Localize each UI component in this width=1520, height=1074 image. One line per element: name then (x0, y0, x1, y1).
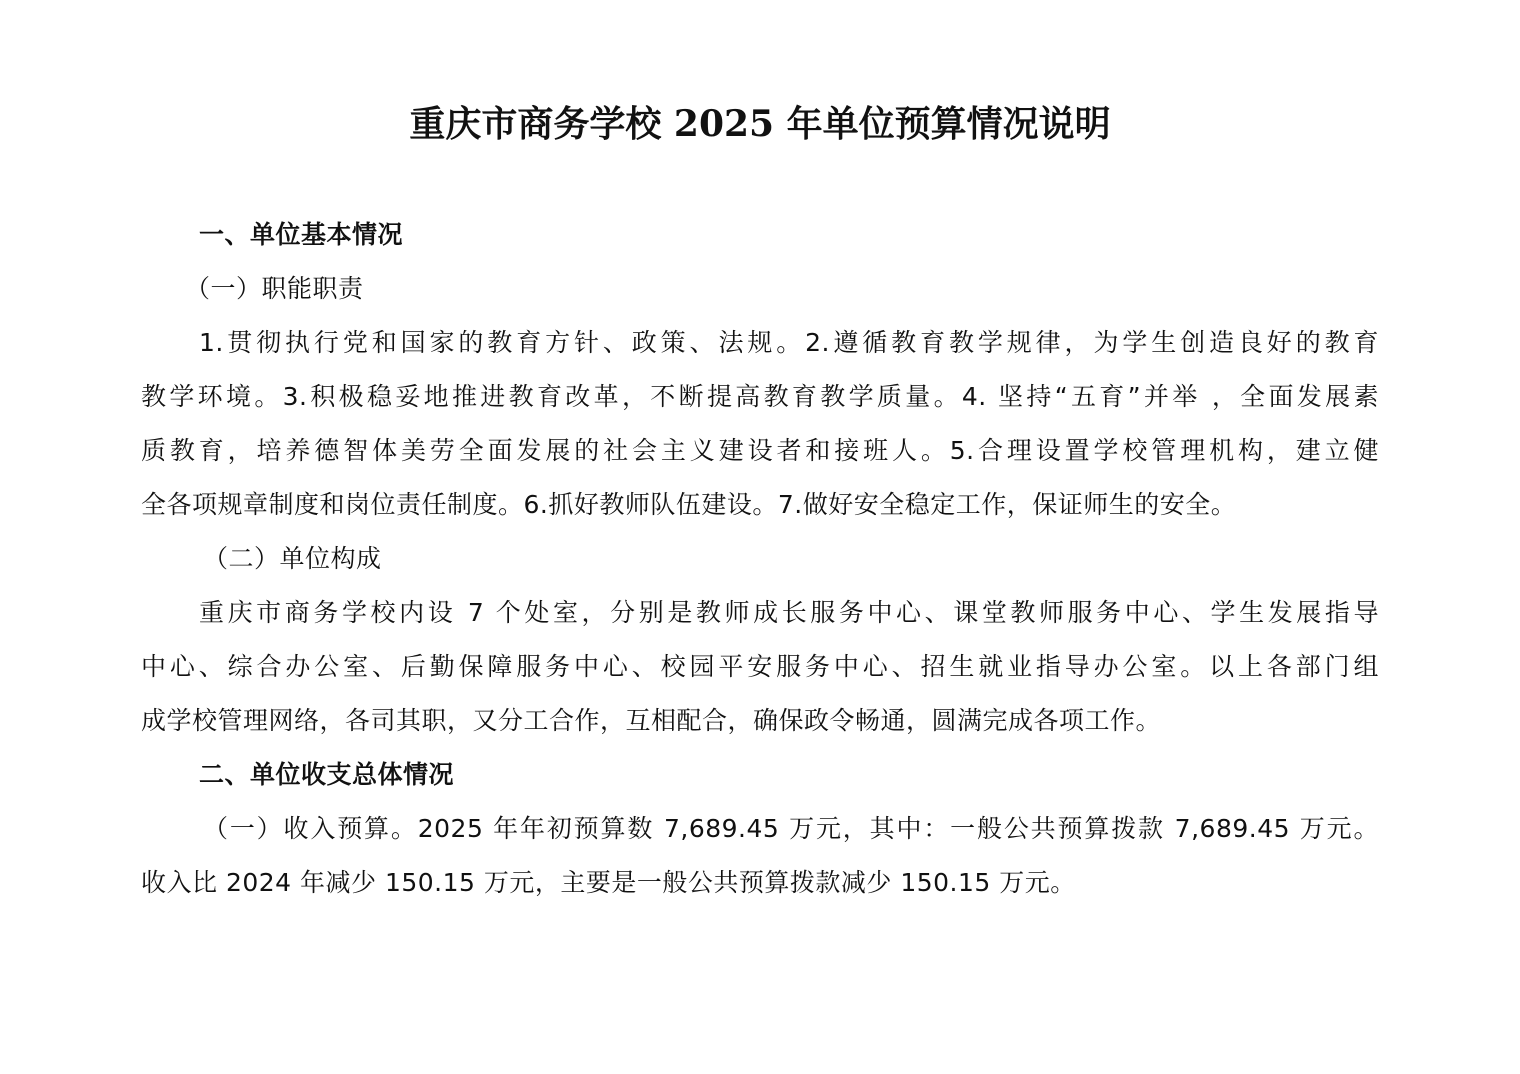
composition-paragraph-line: 成学校管理网络，各司其职，又分工合作，互相配合，确保政令畅通，圆满完成各项工作。 (141, 706, 1162, 735)
duties-paragraph-line: 质教育，培养德智体美劳全面发展的社会主义建设者和接班人。5.合理设置学校管理机构，建立健 (141, 436, 1379, 465)
income-paragraph-line: 收入比 2024 年减少 150.15 万元，主要是一般公共预算拨款减少 150.15 万元。 (141, 868, 1076, 897)
composition-paragraph-line: 重庆市商务学校内设 7 个处室，分别是教师成长服务中心、课堂教师服务中心、学生发展指导 (199, 598, 1379, 627)
income-paragraph-line: （一）收入预算。2025 年年初预算数 7,689.45 万元，其中：一般公共预算拨款 7,689.45 万元。 (203, 814, 1379, 843)
subsection-heading-duties: （一）职能职责 (185, 274, 364, 303)
subsection-heading-composition: （二）单位构成 (203, 544, 382, 573)
duties-paragraph-line: 全各项规章制度和岗位责任制度。6.抓好教师队伍建设。7.做好安全稳定工作，保证师生的安全。 (141, 490, 1237, 519)
duties-paragraph-line: 教学环境。3.积极稳妥地推进教育改革，不断提高教育教学质量。4. 坚持“五育”并举 ，全面发展素 (141, 382, 1379, 411)
section-heading-income-expense: 二、单位收支总体情况 (199, 760, 455, 789)
composition-paragraph-line: 中心、综合办公室、后勤保障服务中心、校园平安服务中心、招生就业指导办公室。以上各部门组 (141, 652, 1379, 681)
document-body (141, 208, 1379, 910)
section-heading-basic-info: 一、单位基本情况 (199, 220, 404, 249)
document-title: 重庆市商务学校 2025 年单位预算情况说明 (409, 103, 1111, 145)
duties-paragraph-line: 1.贯彻执行党和国家的教育方针、政策、法规。2.遵循教育教学规律，为学生创造良好的教育 (199, 328, 1379, 357)
